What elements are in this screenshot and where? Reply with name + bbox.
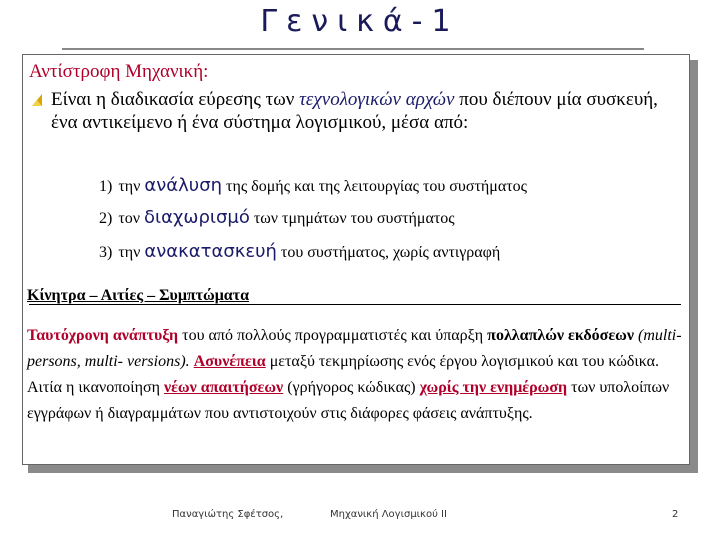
- footer-page-number: 2: [672, 509, 679, 520]
- keyword: ανάλυση: [144, 175, 223, 196]
- title-divider: [62, 48, 644, 50]
- keyword: διαχωρισμό: [144, 207, 250, 228]
- section-divider: [29, 304, 681, 305]
- list-item-3: 3) την ανακατασκευή του συστήματος, χωρίς αντιγραφή: [99, 241, 501, 262]
- keyword: ανακατασκευή: [144, 241, 277, 262]
- content-box: [22, 54, 690, 465]
- intro-accent: τεχνολογικών αρχών: [299, 89, 455, 110]
- footer-course: Μηχανική Λογισμικού ΙΙ: [330, 509, 447, 520]
- footer-author: Παναγιώτης Σφέτσος,: [172, 509, 284, 520]
- list-item-2: 2) τον διαχωρισμό των τμημάτων του συστήματος: [99, 207, 455, 228]
- motives-paragraph: Ταυτόχρονη ανάπτυξη του από πολλούς προγραμματιστές και ύπαρξη πολλαπλών εκδόσεων (multi-persons, multi- versions). Ασυνέπεια μεταξύ τεκμηρίωσης ενός έργου λογισμικού και του κώδικα. Αιτία η ικανοποίηση νέων απαιτήσεων (γρήγορος κώδικας) χωρίς την ενημέρωση των υπολοίπων εγγράφων ή διαγραμμάτων που αντιστοιχούν στις διάφορες φάσεις ανάπτυξης.: [27, 327, 682, 422]
- motives-heading: Κίνητρα – Αιτίες – Συμπτώματα: [27, 287, 250, 304]
- section-heading: Αντίστροφη Μηχανική:: [29, 61, 209, 82]
- intro-text: Είναι η διαδικασία εύρεσης των τεχνολογικών αρχών που διέπουν μία συσκευή, ένα αντικείμενο ή ένα σύστημα λογισμικού, μέσα από:: [51, 89, 658, 133]
- bullet-icon: [31, 93, 43, 112]
- list-item-1: 1) την ανάλυση της δομής και της λειτουργίας του συστήματος: [99, 175, 527, 196]
- slide-title: Γενικά-1: [260, 4, 460, 39]
